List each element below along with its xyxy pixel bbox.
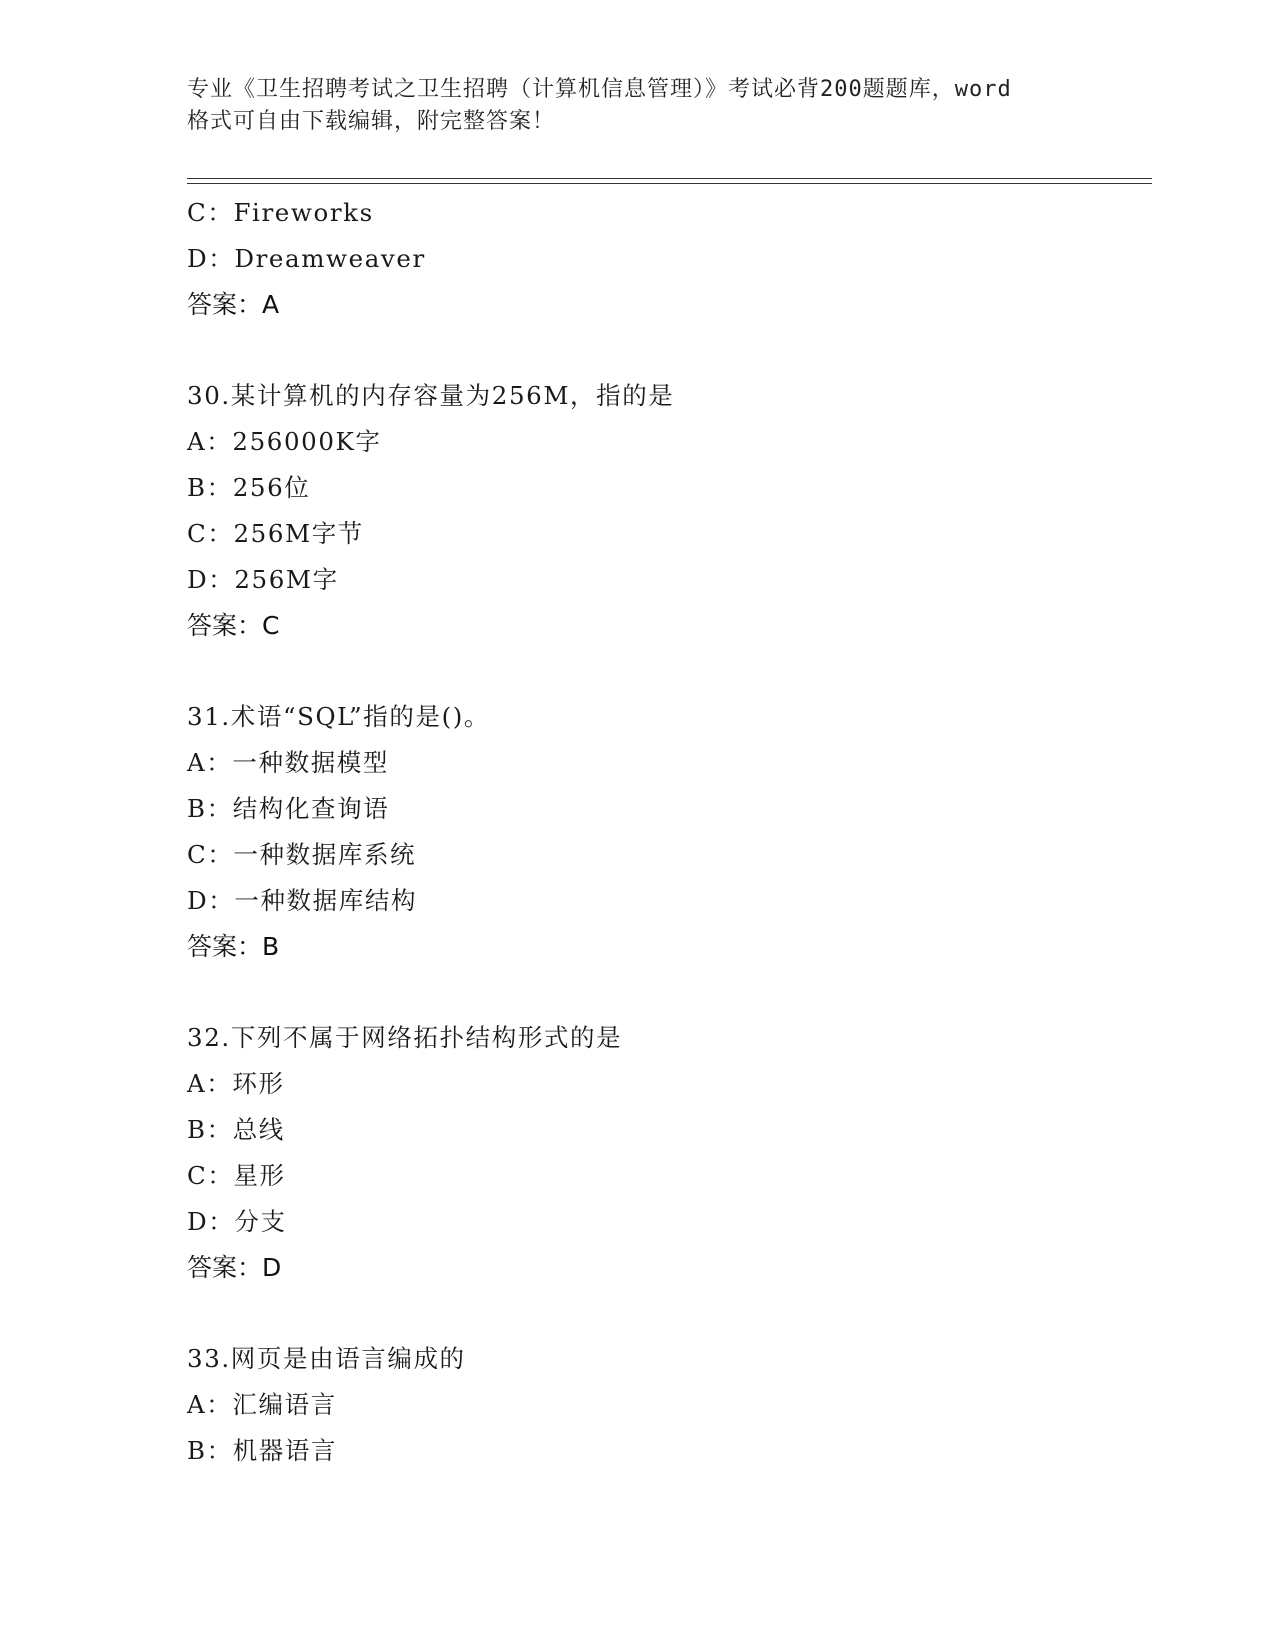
question-text: 33.网页是由语言编成的	[187, 1344, 466, 1373]
option-d: D：一种数据库结构	[187, 886, 418, 915]
question-30	[187, 373, 1152, 649]
spacer	[187, 1291, 1152, 1336]
option-c: C：Fireworks	[187, 198, 374, 227]
question-32	[187, 1015, 1152, 1291]
spacer	[187, 970, 1152, 1015]
option-a: A：汇编语言	[187, 1390, 337, 1419]
question-31	[187, 694, 1152, 970]
option-d: D：256M字	[187, 565, 339, 594]
option-b: B：结构化查询语	[187, 794, 390, 823]
question-text: 30.某计算机的内存容量为256M，指的是	[187, 381, 675, 410]
option-d: D：Dreamweaver	[187, 244, 426, 273]
answer: 答案：D	[187, 1253, 282, 1282]
header-divider-top	[187, 178, 1152, 179]
answer: 答案：A	[187, 290, 280, 319]
answer: 答案：B	[187, 932, 280, 961]
option-c: C：256M字节	[187, 519, 364, 548]
option-a: A：环形	[187, 1069, 285, 1098]
option-c: C：一种数据库系统	[187, 840, 417, 869]
header-line-2: 格式可自由下载编辑，附完整答案！	[187, 109, 556, 134]
option-a: A：一种数据模型	[187, 748, 389, 777]
question-text: 31.术语“SQL”指的是()。	[187, 702, 490, 731]
option-d: D：分支	[187, 1207, 287, 1236]
question-text: 32.下列不属于网络拓扑结构形式的是	[187, 1023, 623, 1052]
document-header	[187, 74, 1087, 138]
option-c: C：星形	[187, 1161, 286, 1190]
question-29-continued	[187, 190, 1152, 328]
option-b: B：机器语言	[187, 1436, 338, 1465]
spacer	[187, 649, 1152, 694]
option-b: B：总线	[187, 1115, 285, 1144]
option-b: B：256位	[187, 473, 311, 502]
option-a: A：256000K字	[187, 427, 382, 456]
question-list	[187, 190, 1152, 1474]
spacer	[187, 328, 1152, 373]
header-line-1: 专业《卫生招聘考试之卫生招聘（计算机信息管理）》考试必背200题题库，word	[187, 77, 1012, 102]
header-divider-bottom	[187, 183, 1152, 184]
question-33	[187, 1336, 1152, 1474]
answer: 答案：C	[187, 611, 280, 640]
